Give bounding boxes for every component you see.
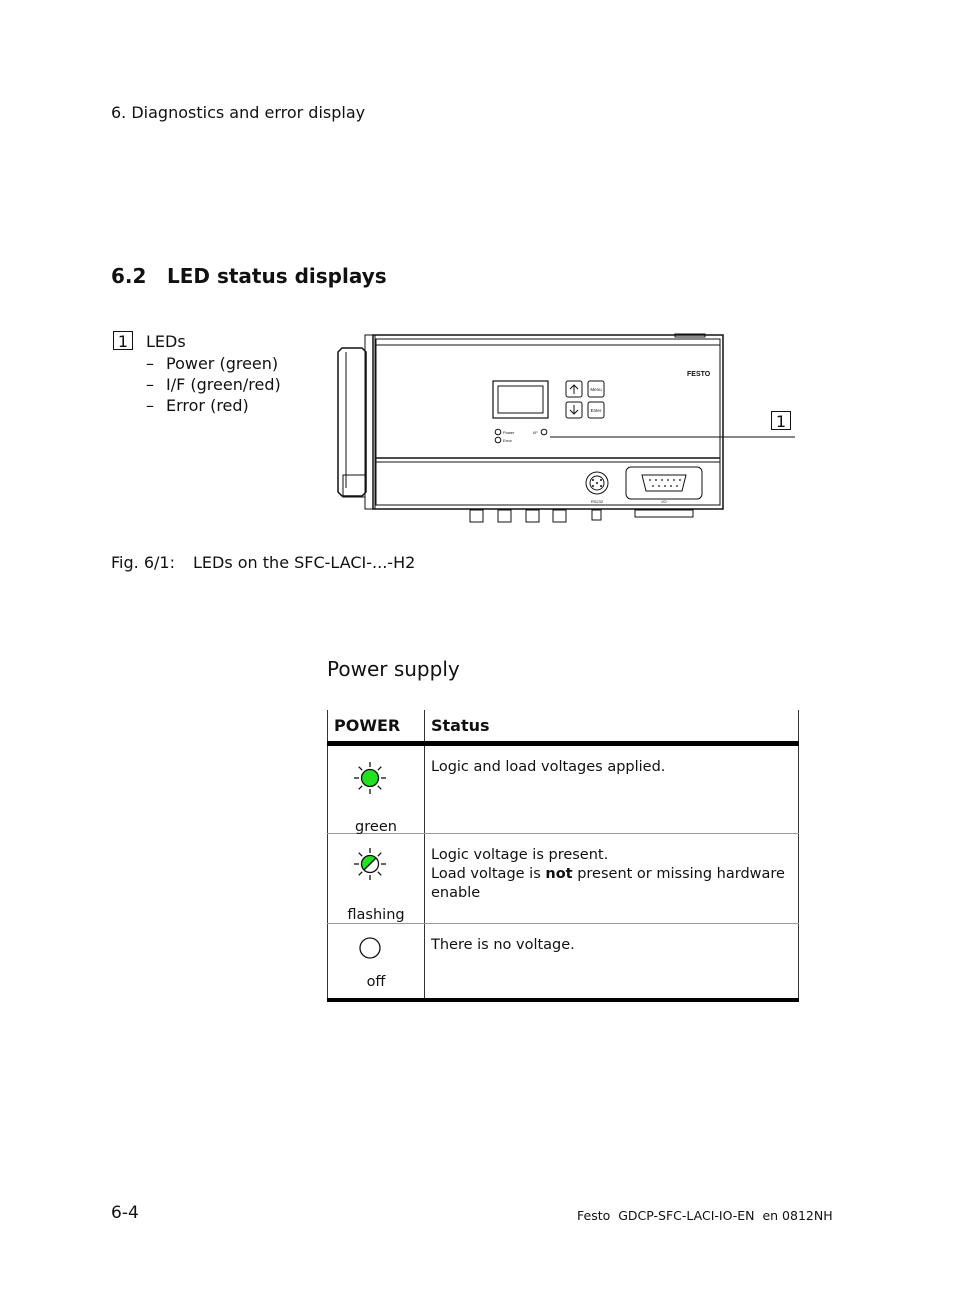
column-header-status: Status	[425, 710, 799, 744]
legend-item: – Power (green)	[146, 353, 281, 374]
if-label: I/F	[533, 430, 538, 435]
led-cell	[328, 834, 425, 924]
legend-title: LEDs	[146, 332, 186, 351]
led-off-icon	[358, 936, 382, 960]
led-label: green	[355, 819, 397, 835]
legend-item: – Error (red)	[146, 395, 281, 416]
status-text: Logic voltage is present.	[431, 847, 609, 863]
status-cell	[425, 834, 799, 924]
enter-label: Enter	[590, 408, 602, 413]
table-row	[328, 744, 799, 834]
led-if-icon	[541, 429, 547, 435]
figure-callout: 1	[771, 411, 791, 430]
io-connector	[626, 467, 702, 499]
menu-label: Menu	[590, 387, 602, 392]
status-text: Logic and load voltages applied.	[431, 759, 666, 775]
led-cell	[328, 744, 425, 834]
led-green-flashing-icon	[352, 846, 388, 882]
figure-number: Fig. 6/1:	[111, 553, 175, 572]
table-row	[328, 834, 799, 924]
brand-label: FESTO	[687, 371, 711, 378]
led-label: off	[366, 974, 386, 990]
legend-item: – I/F (green/red)	[146, 374, 281, 395]
figure-caption: LEDs on the SFC-LACI-...-H2	[193, 553, 416, 572]
led-cell	[328, 924, 425, 1000]
table-row	[328, 924, 799, 1000]
power-label: Power	[503, 430, 515, 435]
status-text: Load voltage is not present or missing hardware enable	[431, 866, 785, 901]
led-power-icon	[495, 429, 501, 435]
device-housing	[373, 335, 723, 509]
legend-list	[146, 353, 281, 416]
power-status-table	[327, 710, 799, 1002]
io-label: I/O	[661, 499, 667, 504]
page-number: 6-4	[111, 1203, 139, 1223]
document-id: Festo GDCP-SFC-LACI-IO-EN en 0812NH	[577, 1208, 833, 1223]
led-error-icon	[495, 437, 501, 443]
status-cell	[425, 744, 799, 834]
device-display	[493, 381, 548, 418]
legend-callout: 1	[113, 331, 133, 350]
column-header-power: POWER	[328, 710, 425, 744]
running-header: 6. Diagnostics and error display	[111, 103, 366, 122]
led-label: flashing	[347, 907, 405, 923]
section-number: 6.2	[111, 264, 147, 288]
led-green-on-icon	[352, 760, 388, 796]
device-drawing	[330, 325, 800, 530]
device-side-cover	[338, 348, 366, 496]
rs232-label: RS232	[590, 499, 604, 504]
status-text: There is no voltage.	[431, 937, 575, 953]
status-cell	[425, 924, 799, 1000]
error-label: Error	[503, 438, 512, 443]
section-title: LED status displays	[167, 264, 387, 288]
power-supply-heading: Power supply	[327, 657, 460, 681]
emphasis-not: not	[545, 866, 573, 882]
